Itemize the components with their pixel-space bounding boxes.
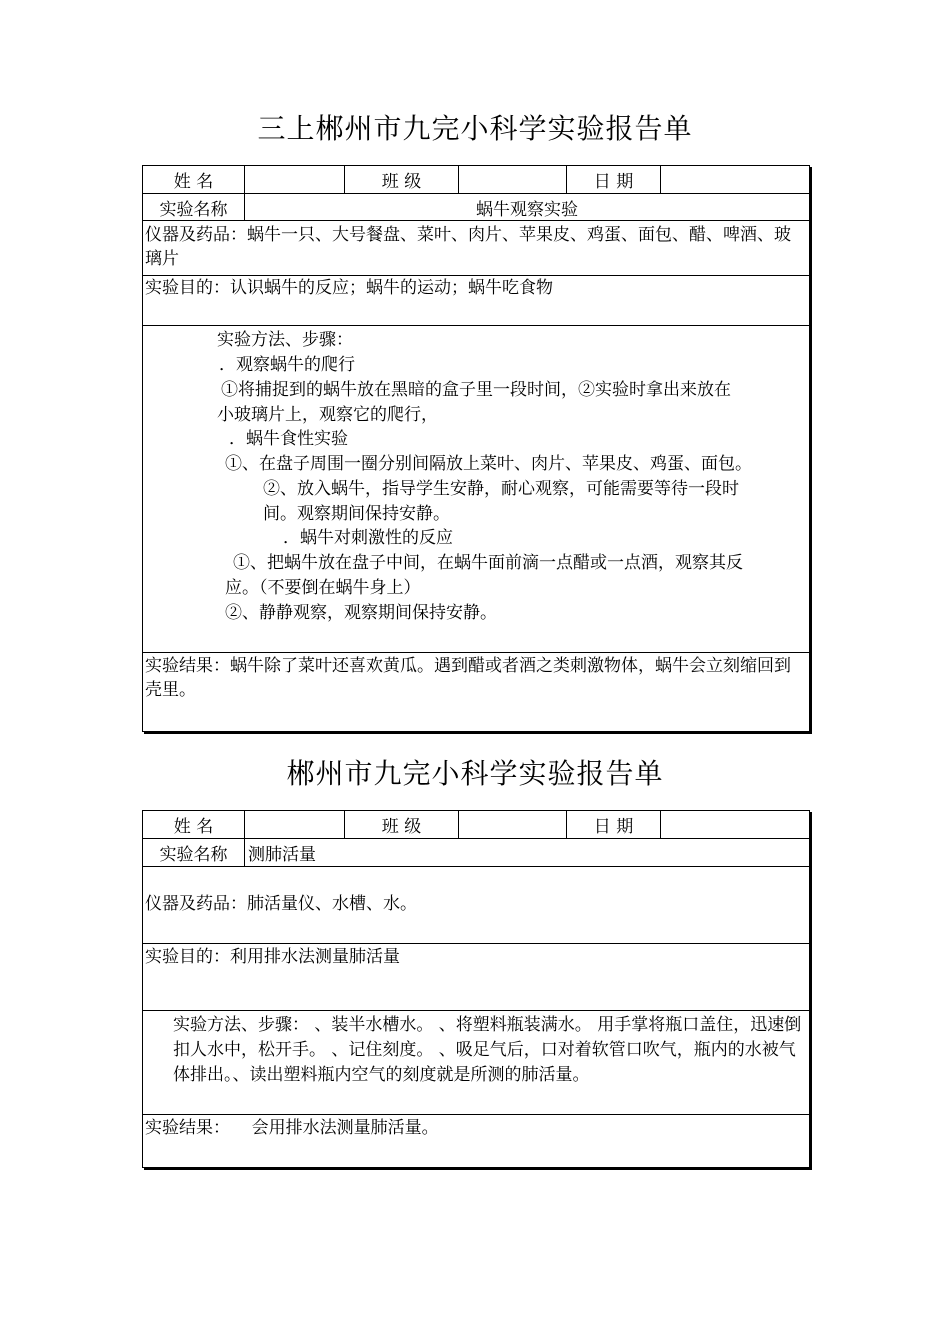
purpose-text: 实验目的：利用排水法测量肺活量 — [145, 947, 400, 967]
date-label: 日 期 — [567, 166, 661, 193]
purpose-row — [143, 276, 809, 326]
result-text: 实验结果： 会用排水法测量肺活量。 — [145, 1118, 439, 1138]
exp-name-row — [143, 194, 809, 221]
purpose-text: 实验目的：认识蜗牛的反应；蜗牛的运动；蜗牛吃食物 — [145, 278, 553, 298]
method-line: ．蜗牛对刺激性的反应 — [283, 528, 453, 548]
report1-table — [142, 165, 810, 732]
purpose-row — [143, 944, 809, 1011]
equipment-text: 仪器及药品：蜗牛一只、大号餐盘、菜叶、肉片、苹果皮、鸡蛋、面包、醋、啤酒、玻璃片 — [145, 225, 791, 269]
result-text: 实验结果：蜗牛除了菜叶还喜欢黄瓜。遇到醋或者酒之类刺激物体，蜗牛会立刻缩回到壳里。 — [145, 656, 791, 700]
method-line: ①将捕捉到的蜗牛放在黑暗的盒子里一段时间，②实验时拿出来放在 — [221, 380, 731, 400]
exp-name-label: 实验名称 — [143, 194, 245, 220]
method-line: 实验方法、步骤： — [217, 330, 353, 350]
class-field[interactable] — [459, 811, 567, 838]
date-field[interactable] — [661, 166, 809, 193]
method-row — [143, 1011, 809, 1115]
name-field[interactable] — [245, 166, 345, 193]
method-line: 应。（不要倒在蜗牛身上） — [225, 578, 421, 598]
exp-name-row — [143, 839, 809, 867]
method-line: ①、把蜗牛放在盘子中间，在蜗牛面前滴一点醋或一点酒，观察其反 — [233, 553, 743, 573]
name-label: 姓 名 — [143, 166, 245, 193]
equipment-row — [143, 221, 809, 276]
method-line: ．观察蜗牛的爬行 — [219, 355, 355, 375]
method-line: ②、放入蜗牛，指导学生安静，耐心观察，可能需要等待一段时 — [263, 479, 739, 499]
info-row — [143, 811, 809, 839]
exp-name-label: 实验名称 — [143, 839, 245, 866]
method-text: 实验方法、步骤： 、装半水槽水。 、将塑料瓶装满水。 用手掌将瓶口盖住，迅速倒扣人水中，松开手。 、记住刻度。 、吸足气后，口对着软管口吹气，瓶内的水被气体排出。、读出塑料瓶内空气的刻度就是所测的肺活量。 — [173, 1015, 802, 1085]
exp-name-value: 测肺活量 — [248, 845, 316, 865]
method-line: ②、静静观察，观察期间保持安静。 — [225, 603, 497, 623]
exp-name-value: 蜗牛观察实验 — [476, 199, 578, 220]
method-line: ．蜗牛食性实验 — [229, 429, 348, 449]
result-row — [143, 1115, 809, 1167]
report1-title: 三上郴州市九完小科学实验报告单 — [257, 112, 693, 145]
class-field[interactable] — [459, 166, 567, 193]
class-label: 班 级 — [345, 811, 459, 838]
info-row — [143, 166, 809, 194]
equipment-row — [143, 867, 809, 944]
method-line: ①、在盘子周围一圈分别间隔放上菜叶、肉片、苹果皮、鸡蛋、面包。 — [225, 454, 752, 474]
method-row — [143, 326, 809, 653]
method-line: 间。观察期间保持安静。 — [263, 504, 450, 524]
report2-table — [142, 810, 810, 1168]
method-line: 小玻璃片上，观察它的爬行， — [217, 405, 438, 425]
report2-title: 郴州市九完小科学实验报告单 — [286, 757, 664, 790]
date-field[interactable] — [661, 811, 809, 838]
equipment-text: 仪器及药品：肺活量仪、水槽、水。 — [145, 894, 417, 914]
result-row — [143, 653, 809, 731]
name-label: 姓 名 — [143, 811, 245, 838]
class-label: 班 级 — [345, 166, 459, 193]
name-field[interactable] — [245, 811, 345, 838]
date-label: 日 期 — [567, 811, 661, 838]
